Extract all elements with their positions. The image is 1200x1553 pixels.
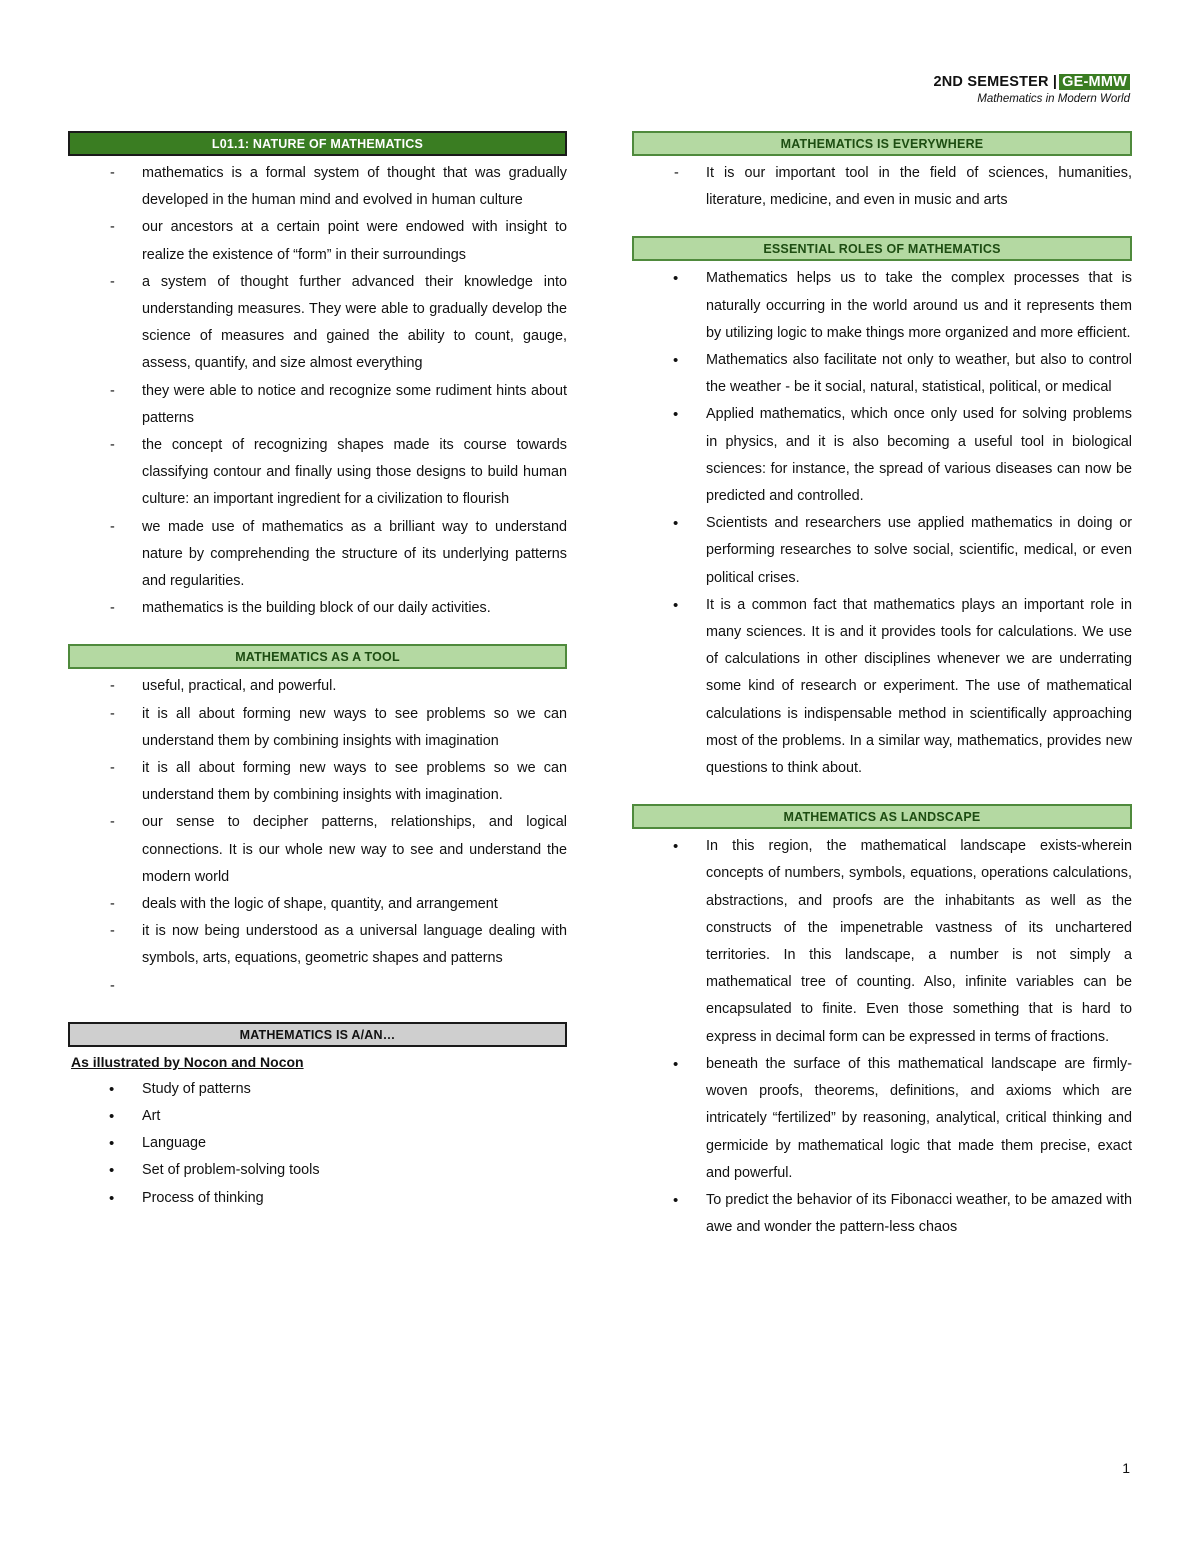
section-heading-nature: L01.1: NATURE OF MATHEMATICS xyxy=(68,131,567,156)
section-heading-tool: MATHEMATICS AS A TOOL xyxy=(68,644,567,669)
course-title: Mathematics in Modern World xyxy=(977,93,1130,105)
list-item: • Study of patterns xyxy=(68,1076,567,1103)
list-item: • Language xyxy=(68,1130,567,1157)
course-code-badge: GE-MMW xyxy=(1059,74,1130,90)
list-item: - it is now being understood as a universal language dealing with symbols, arts, equations, geometric shapes and patterns xyxy=(68,918,567,972)
page-number: 1 xyxy=(1122,1460,1130,1476)
list-item: • beneath the surface of this mathematical landscape are firmly-woven proofs, theorems, definitions, and axioms which are intricately “fertilized” by reasoning, analytical, critical thinking and germicide by mathematical logic that made them precise, exact and powerful. xyxy=(632,1051,1132,1187)
section-heading-roles: ESSENTIAL ROLES OF MATHEMATICS xyxy=(632,236,1132,261)
everywhere-list xyxy=(632,160,1132,214)
list-item: - our sense to decipher patterns, relationships, and logical connections. It is our whole new way to see and understand the modern world xyxy=(68,809,567,891)
list-item: - we made use of mathematics as a brilliant way to understand nature by comprehending the structure of its underlying patterns and regularities. xyxy=(68,514,567,596)
nature-list xyxy=(68,160,567,622)
list-item: • It is a common fact that mathematics plays an important role in many sciences. It is and it provides tools for calculations. We use of calculations in other disciplines whenever we are underrating some kind of research or experiment. The use of mathematical calculations is indispensable method in scientifically approaching most of the problems. In a similar way, mathematics, provides new questions to think about. xyxy=(632,592,1132,782)
roles-list xyxy=(632,265,1132,782)
source-subheading: As illustrated by Nocon and Nocon xyxy=(71,1053,304,1070)
landscape-list xyxy=(632,833,1132,1241)
list-item: - useful, practical, and powerful. xyxy=(68,673,567,700)
list-item: • Scientists and researchers use applied mathematics in doing or performing researches to solve social, scientific, medical, or even political crises. xyxy=(632,510,1132,592)
section-essential-roles xyxy=(632,236,1132,782)
section-heading-is-a: MATHEMATICS IS A/AN… xyxy=(68,1022,567,1047)
section-heading-landscape: MATHEMATICS AS LANDSCAPE xyxy=(632,804,1132,829)
section-mathematics-is-a xyxy=(68,1022,567,1212)
list-item: - mathematics is a formal system of thought that was gradually developed in the human mind and evolved in human culture xyxy=(68,160,567,214)
section-nature-of-mathematics xyxy=(68,131,567,622)
tool-list xyxy=(68,673,567,999)
list-item: • Set of problem-solving tools xyxy=(68,1157,567,1184)
list-item: • Applied mathematics, which once only used for solving problems in physics, and it is also becoming a useful tool in biological sciences: for instance, the spread of various diseases can now be predicted and controlled. xyxy=(632,401,1132,510)
section-mathematics-as-landscape xyxy=(632,804,1132,1241)
left-column xyxy=(68,131,567,1234)
list-item: - deals with the logic of shape, quantity, and arrangement xyxy=(68,891,567,918)
semester-label: 2ND SEMESTER | xyxy=(933,74,1058,90)
list-item: • To predict the behavior of its Fibonacci weather, to be amazed with awe and wonder the pattern-less chaos xyxy=(632,1187,1132,1241)
right-column xyxy=(632,131,1132,1263)
page-header xyxy=(933,74,1130,105)
list-item: • In this region, the mathematical landscape exists-wherein concepts of numbers, symbols, equations, operations calculations, abstractions, and proofs are the inhabitants as well as the constructs of the impenetrable vastness of its unchartered territories. In this landscape, a number is not simply a mathematical tree of counting. Also, infinite variables can be encapsulated to finite. Even those something that is hard to express in decimal form can be expressed in terms of fractions. xyxy=(632,833,1132,1051)
list-item: - a system of thought further advanced their knowledge into understanding measures. They were able to gradually develop the science of measures and gained the ability to count, gauge, assess, quantify, and size almost everything xyxy=(68,269,567,378)
list-item: • Art xyxy=(68,1103,567,1130)
list-item: - it is all about forming new ways to see problems so we can understand them by combining insights with imagination xyxy=(68,701,567,755)
list-item: - our ancestors at a certain point were endowed with insight to realize the existence of “form” in their surroundings xyxy=(68,214,567,268)
section-mathematics-is-everywhere xyxy=(632,131,1132,214)
section-heading-everywhere: MATHEMATICS IS EVERYWHERE xyxy=(632,131,1132,156)
empty-list-item xyxy=(68,973,567,1000)
list-item: • Process of thinking xyxy=(68,1185,567,1212)
list-item: - they were able to notice and recognize some rudiment hints about patterns xyxy=(68,378,567,432)
list-item: - it is all about forming new ways to see problems so we can understand them by combining insights with imagination. xyxy=(68,755,567,809)
list-item: • Mathematics also facilitate not only to weather, but also to control the weather - be it social, natural, statistical, political, or medical xyxy=(632,347,1132,401)
list-item: - It is our important tool in the field of sciences, humanities, literature, medicine, and even in music and arts xyxy=(632,160,1132,214)
is-a-list xyxy=(68,1076,567,1212)
list-item: • Mathematics helps us to take the complex processes that is naturally occurring in the world around us and it represents them by utilizing logic to make things more organized and more efficient. xyxy=(632,265,1132,347)
section-mathematics-as-a-tool xyxy=(68,644,567,999)
header-line xyxy=(933,74,1130,90)
list-item: - the concept of recognizing shapes made its course towards classifying contour and finally using those designs to build human culture: an important ingredient for a civilization to flourish xyxy=(68,432,567,514)
list-item: - mathematics is the building block of our daily activities. xyxy=(68,595,567,622)
